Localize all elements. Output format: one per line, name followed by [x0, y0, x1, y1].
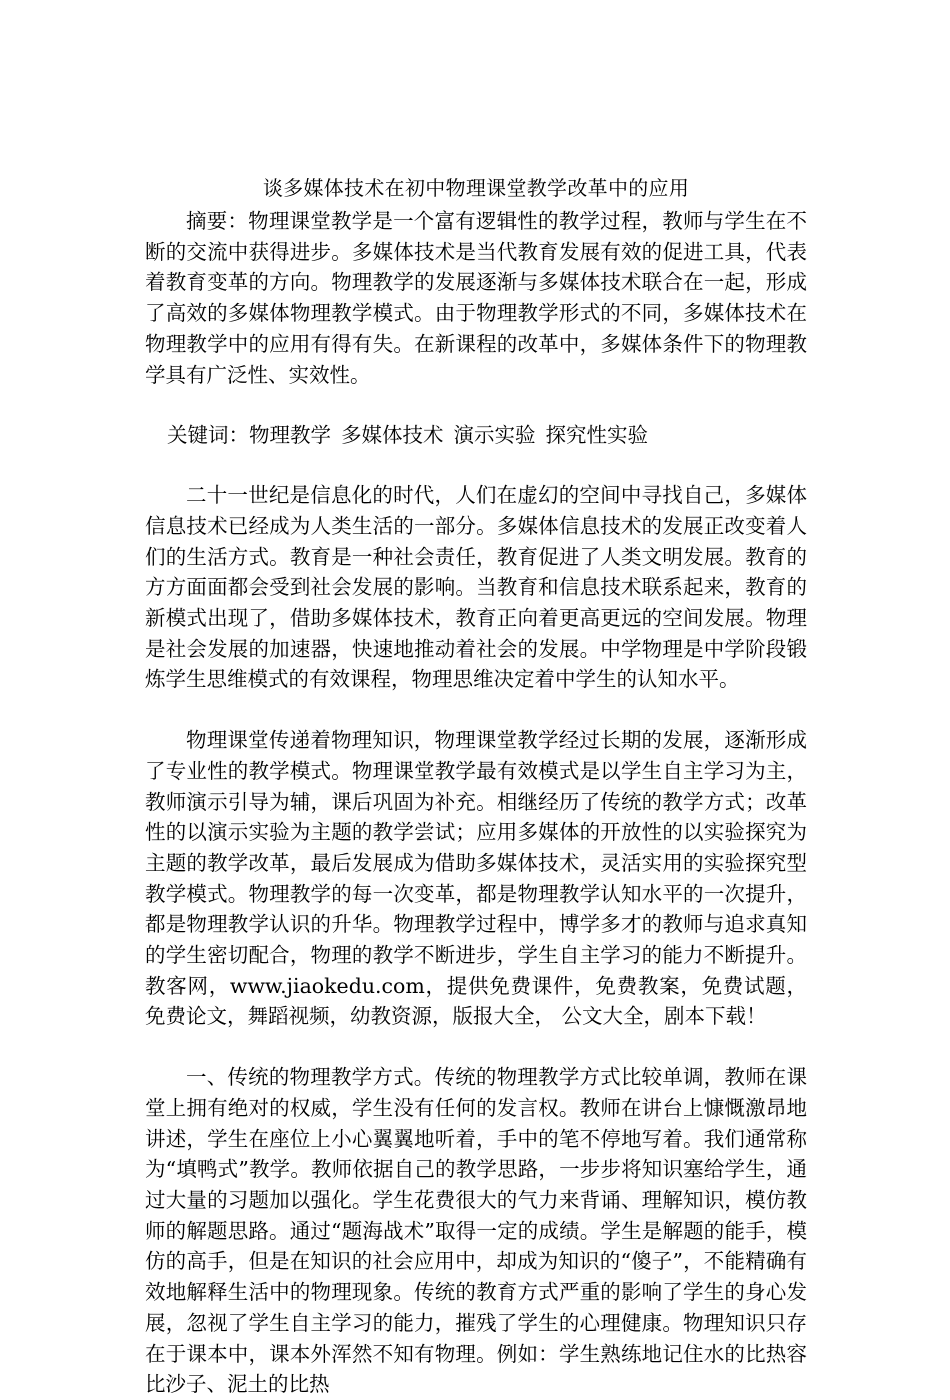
- body-paragraph: 一、传统的物理教学方式。传统的物理教学方式比较单调，教师在课堂上拥有绝对的权威，学生没有任何的发言权。教师在讲台上慷慨激昂地讲述，学生在座位上小心翼翼地听着，手中的笔不停地写着。我们通常称为“填鸭式”教学。教师依据自己的教学思路，一步步将知识塞给学生，通过大量的习题加以强化。学生花费很大的气力来背诵、理解知识，模仿教师的解题思路。通过“题海战术”取得一定的成绩。学生是解题的能手，模仿的高手，但是在知识的社会应用中，却成为知识的“傻子”，不能精确有效地解释生活中的物理现象。传统的教育方式严重的影响了学生的身心发展，忽视了学生自主学习的能力，摧残了学生的心理健康。物理知识只存在于课本中，课本外浑然不知有物理。例如：学生熟练地记住水的比热容比沙子、泥土的比热: [145, 1065, 807, 1397]
- keywords-line: [145, 420, 807, 450]
- keyword-item: 物理教学: [249, 423, 331, 448]
- keyword-item: 多媒体技术: [341, 423, 444, 448]
- abstract-paragraph: 摘要：物理课堂教学是一个富有逻辑性的教学过程，教师与学生在不断的交流中获得进步。多媒体技术是当代教育发展有效的促进工具，代表着教育变革的方向。物理教学的发展逐渐与多媒体技术联合在一起，形成了高效的多媒体物理教学模式。由于物理教学形式的不同，多媒体技术在物理教学中的应用有得有失。在新课程的改革中，多媒体条件下的物理教学具有广泛性、实效性。: [145, 209, 807, 387]
- document-page: [145, 173, 807, 1400]
- paragraph-spacer: [145, 390, 807, 420]
- body-paragraph: 二十一世纪是信息化的时代，人们在虚幻的空间中寻找自己，多媒体信息技术已经成为人类生活的一部分。多媒体信息技术的发展正改变着人们的生活方式。教育是一种社会责任，教育促进了人类文明发展。教育的方方面面都会受到社会发展的影响。当教育和信息技术联系起来，教育的新模式出现了，借助多媒体技术，教育正向着更高更远的空间发展。物理是社会发展的加速器，快速地推动着社会的发展。中学物理是中学阶段锻炼学生思维模式的有效课程，物理思维决定着中学生的认知水平。: [145, 483, 807, 692]
- keyword-item: 探究性实验: [545, 423, 648, 448]
- body-paragraph: 物理课堂传递着物理知识，物理课堂教学经过长期的发展，逐渐形成了专业性的教学模式。物理课堂教学最有效模式是以学生自主学习为主，教师演示引导为辅，课后巩固为补充。相继经历了传统的教学方式；改革性的以演示实验为主题的教学尝试；应用多媒体的开放性的以实验探究为主题的教学改革，最后发展成为借助多媒体技术，灵活实用的实验探究型教学模式。物理教学的每一次变革，都是物理教学认知水平的一次提升，都是物理教学认识的升华。物理教学过程中，博学多才的教师与追求真知的学生密切配合，物理的教学不断进步，学生自主学习的能力不断提升。教客网，www.jiaokedu.com，提供免费课件，免费教案，免费试题，免费论文，舞蹈视频，幼教资源，版报大全， 公文大全，剧本下载！: [145, 728, 807, 1029]
- keywords-label: 关键词：: [167, 423, 249, 448]
- paragraph-spacer: [145, 695, 807, 725]
- keyword-item: 演示实验: [453, 423, 536, 448]
- paragraph-spacer: [145, 1032, 807, 1062]
- document-title: 谈多媒体技术在初中物理课堂教学改革中的应用: [262, 176, 690, 200]
- paragraph-spacer: [145, 450, 807, 480]
